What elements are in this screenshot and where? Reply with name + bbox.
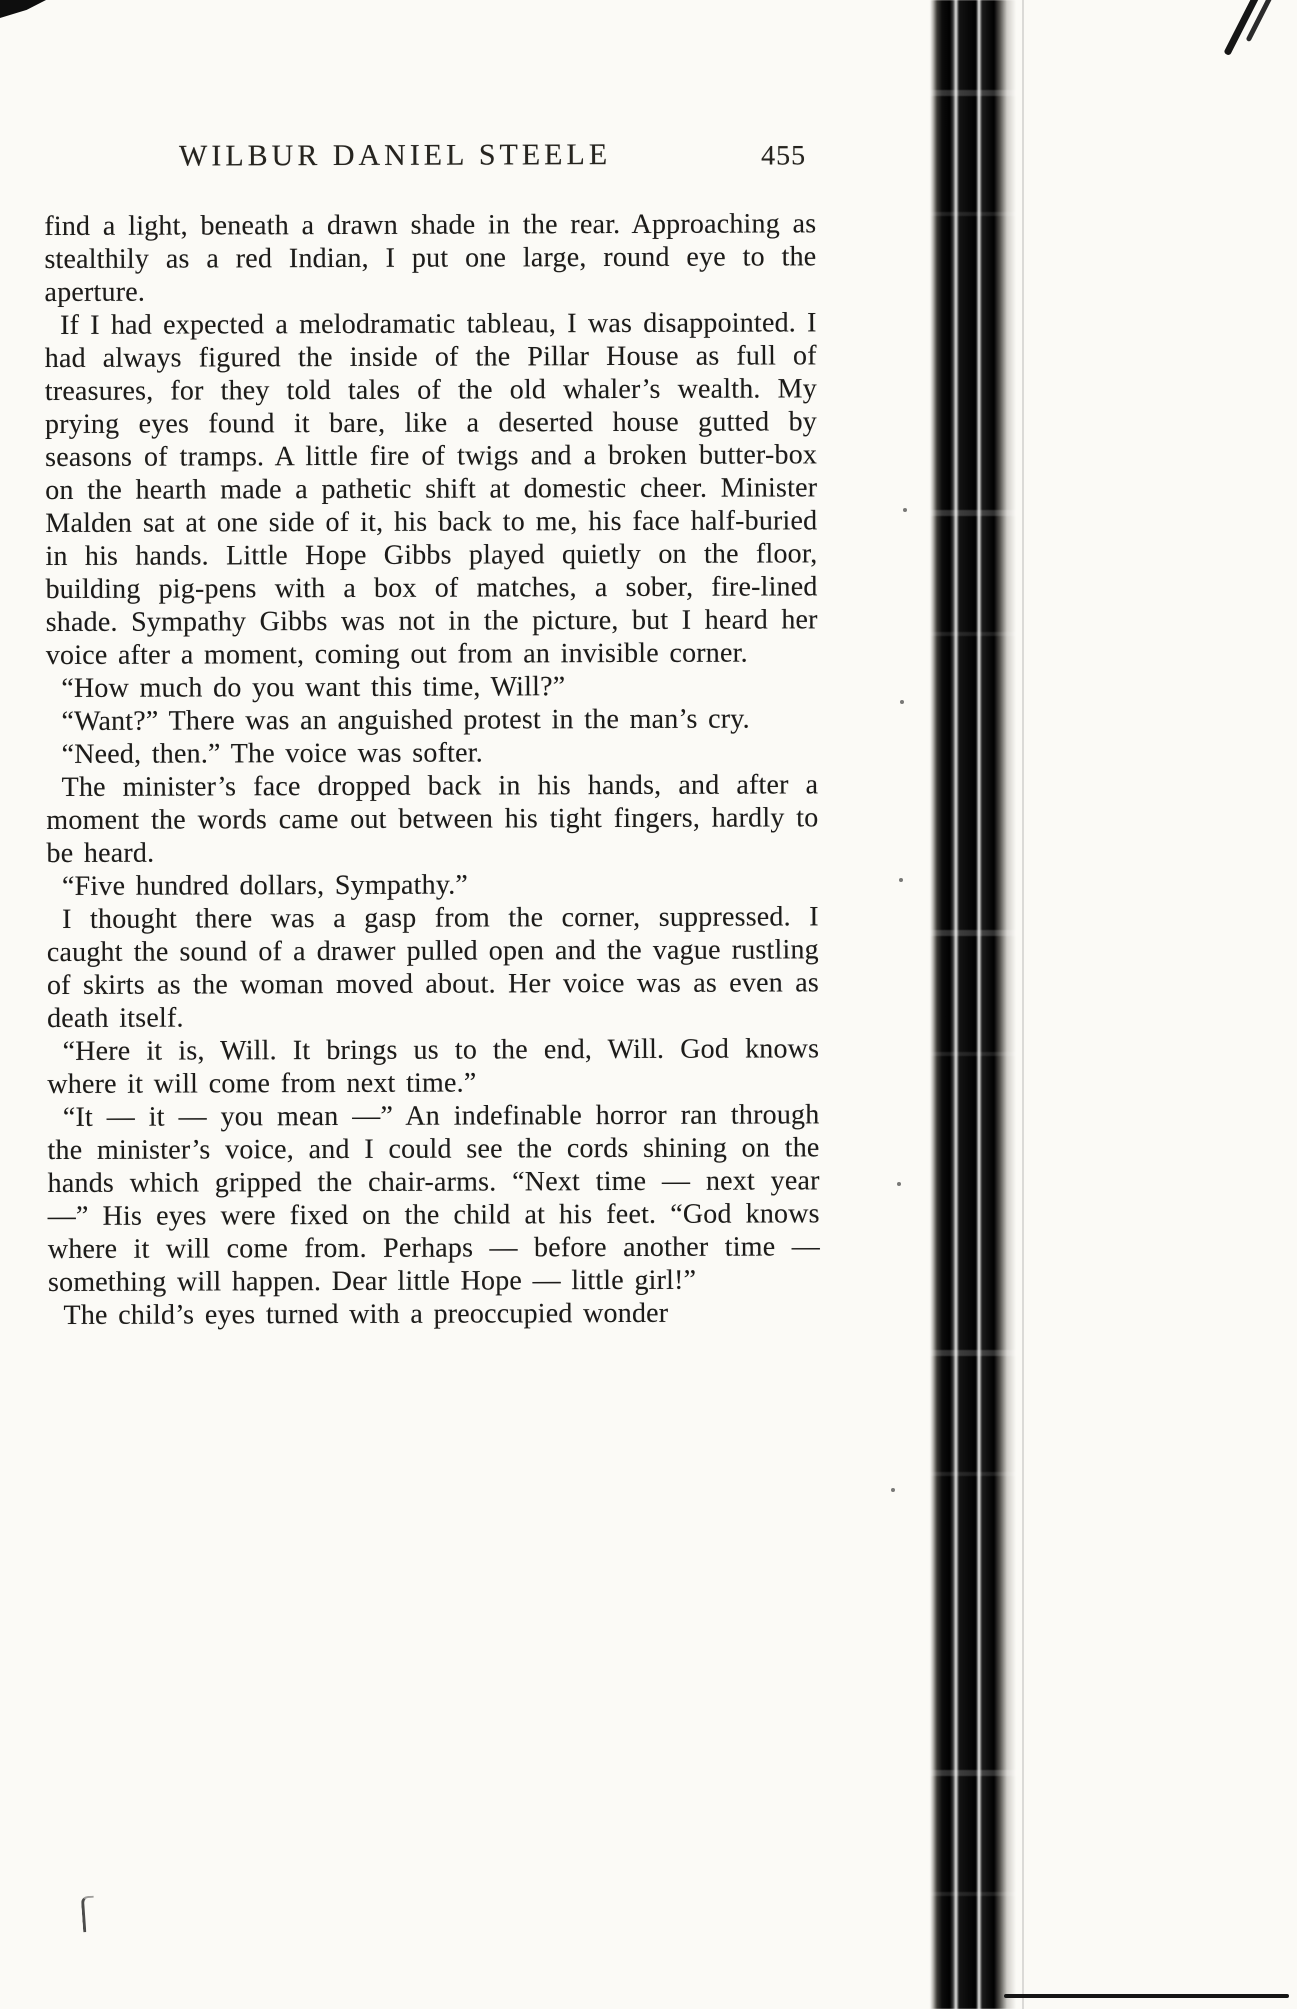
page-number: 455 (761, 140, 807, 172)
paragraph: “Five hundred dollars, Sympathy.” (61, 869, 469, 902)
page-edge-line (1022, 0, 1024, 2009)
corner-fold-mark-top-left (0, 0, 46, 18)
body-text (44, 207, 820, 1332)
scan-ink-artifact (81, 1896, 96, 1933)
paragraph: If I had expected a melodramatic tableau, I was disappointed. I had always figured the inside of the Pillar House as full of treasures, for they told tales of the old whaler’s wealth. My prying eyes found it bare, like a deserted house gutted by seasons of tramps. A little fire of twigs and a broken butter-box on the hearth made a pathetic shift at domestic cheer. Minister Malden sat at one side of it, his back to me, his face half-buried in his hands. Little Hope Gibbs played quietly on the floor, building pig-pens with a box of matches, a sober, fire-lined shade. Sympathy Gibbs was not in the picture, but I heard her voice after a moment, coming out from an invisible corner. (44, 307, 818, 671)
page-title: WILBUR DANIEL STEELE (178, 138, 612, 173)
scan-speck (891, 1488, 895, 1492)
paragraph: “Want?” There was an anguished protest in the man’s cry. (61, 703, 750, 737)
paragraph: “Here it is, Will. It brings us to the end, Will. God knows where it will come from next time.” (47, 1033, 820, 1100)
page-header (44, 137, 816, 184)
book-gutter-shadow (930, 0, 1016, 2009)
scan-speck (897, 1182, 901, 1186)
paragraph: “How much do you want this time, Will?” (61, 671, 566, 704)
paragraph: find a light, beneath a drawn shade in the rear. Approaching as stealthily as a red Indian, I put one large, round eye to the aperture. (44, 208, 817, 308)
paragraph: “It — it — you mean —” An indefinable horror ran through the minister’s voice, and I could see the cords shining on the hands which gripped the chair-arms. “Next time — next year —” His eyes were fixed on the child at his feet. “God knows where it will come from. Perhaps — before another time — something will happen. Dear little Hope — little girl!” (47, 1099, 820, 1298)
scan-speck (903, 508, 907, 512)
scan-edge-line-bottom (1004, 1994, 1289, 1998)
paragraph: I thought there was a gasp from the corner, suppressed. I caught the sound of a drawer pulled open and the vague rustling of skirts as the woman moved about. Her voice was as even as death itself. (46, 901, 820, 1034)
scan-speck (900, 700, 904, 704)
text-column (44, 137, 820, 1332)
paragraph: The minister’s face dropped back in his hands, and after a moment the words came out between his tight fingers, hardly to be heard. (46, 769, 819, 869)
scan-speck (899, 878, 903, 882)
paragraph: “Need, then.” The voice was softer. (61, 737, 483, 770)
paragraph: The child’s eyes turned with a preoccupied wonder (63, 1297, 669, 1331)
